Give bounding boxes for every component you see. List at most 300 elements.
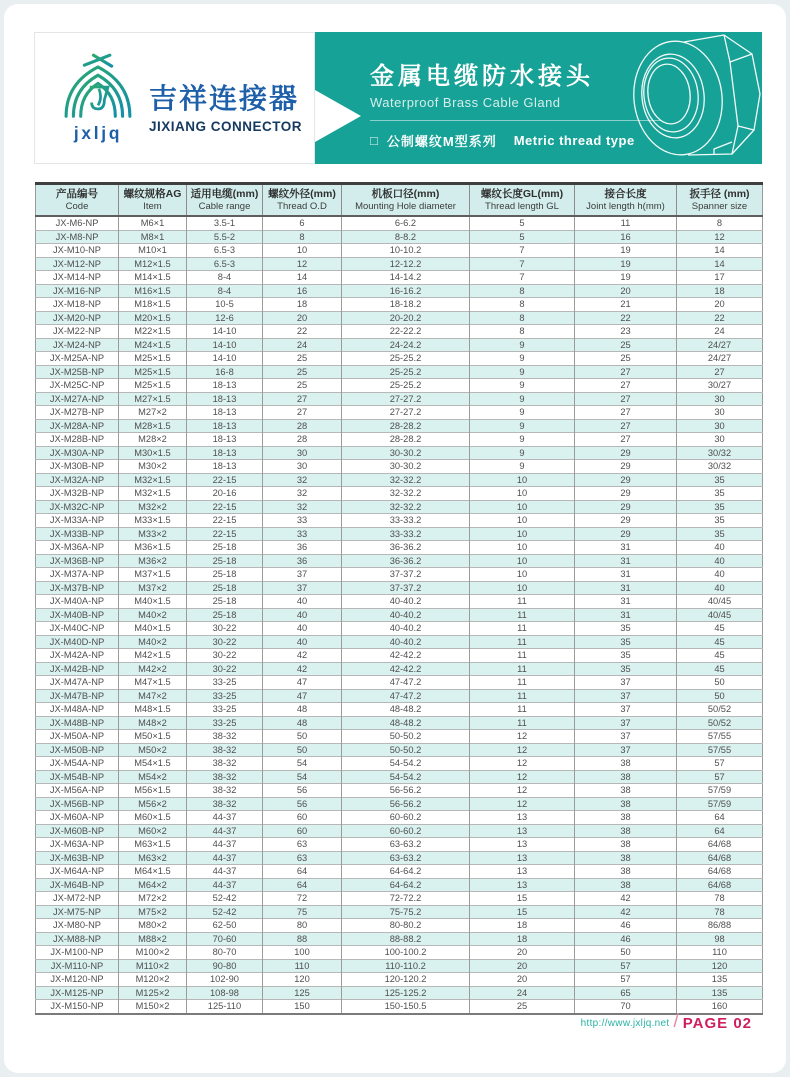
cell-code: JX-M110-NP (36, 959, 119, 973)
cell-item: M28×1.5 (119, 419, 187, 433)
cell-thread-length: 11 (470, 622, 575, 636)
cell-spanner-size: 18 (677, 284, 763, 298)
cell-item: M30×1.5 (119, 446, 187, 460)
cell-joint-length: 29 (575, 500, 677, 514)
cell-thread-length: 8 (470, 298, 575, 312)
column-header-en: Thread length GL (485, 201, 559, 212)
table-row (36, 311, 763, 325)
cell-item: M10×1 (119, 244, 187, 258)
cell-spanner-size: 160 (677, 1000, 763, 1014)
cell-item: M36×2 (119, 554, 187, 568)
cell-spanner-size: 57/59 (677, 797, 763, 811)
cell-joint-length: 38 (575, 865, 677, 879)
table-row (36, 446, 763, 460)
cell-joint-length: 38 (575, 824, 677, 838)
table-row (36, 595, 763, 609)
cell-joint-length: 35 (575, 622, 677, 636)
cell-mounting-hole: 16-16.2 (342, 284, 470, 298)
cell-code: JX-M100-NP (36, 946, 119, 960)
table-row (36, 649, 763, 663)
cell-mounting-hole: 150-150.5 (342, 1000, 470, 1014)
cell-item: M32×1.5 (119, 473, 187, 487)
cell-thread-length: 7 (470, 271, 575, 285)
cell-thread-od: 63 (263, 851, 342, 865)
cell-thread-length: 11 (470, 676, 575, 690)
cell-code: JX-M54A-NP (36, 757, 119, 771)
table-row (36, 757, 763, 771)
cell-mounting-hole: 60-60.2 (342, 824, 470, 838)
column-header-en: Code (65, 201, 89, 212)
cell-thread-od: 125 (263, 986, 342, 1000)
cell-code: JX-M14-NP (36, 271, 119, 285)
cell-mounting-hole: 30-30.2 (342, 446, 470, 460)
table-row (36, 608, 763, 622)
table-row (36, 824, 763, 838)
table-row (36, 338, 763, 352)
cell-code: JX-M64B-NP (36, 878, 119, 892)
footer-slash-divider: / (673, 1011, 679, 1032)
cell-code: JX-M32A-NP (36, 473, 119, 487)
table-row (36, 473, 763, 487)
cell-code: JX-M32C-NP (36, 500, 119, 514)
cell-spanner-size: 50 (677, 689, 763, 703)
cell-mounting-hole: 20-20.2 (342, 311, 470, 325)
cell-joint-length: 21 (575, 298, 677, 312)
cell-spanner-size: 40 (677, 554, 763, 568)
cell-cable-range: 14-10 (187, 338, 263, 352)
table-row (36, 487, 763, 501)
table-row (36, 851, 763, 865)
cell-thread-length: 13 (470, 865, 575, 879)
cell-thread-od: 27 (263, 392, 342, 406)
cell-code: JX-M25C-NP (36, 379, 119, 393)
series-label-cn: 公制螺纹M型系列 (386, 134, 497, 149)
cell-mounting-hole: 56-56.2 (342, 797, 470, 811)
cell-joint-length: 31 (575, 608, 677, 622)
company-name-en: JIXIANG CONNECTOR (149, 118, 303, 134)
cell-thread-length: 20 (470, 959, 575, 973)
cell-code: JX-M40A-NP (36, 595, 119, 609)
cell-cable-range: 38-32 (187, 757, 263, 771)
cell-thread-od: 88 (263, 932, 342, 946)
cell-mounting-hole: 42-42.2 (342, 649, 470, 663)
cell-code: JX-M63B-NP (36, 851, 119, 865)
cell-cable-range: 125-110 (187, 1000, 263, 1014)
cell-thread-length: 12 (470, 757, 575, 771)
cell-code: JX-M80-NP (36, 919, 119, 933)
cell-mounting-hole: 48-48.2 (342, 703, 470, 717)
cell-cable-range: 14-10 (187, 352, 263, 366)
cell-code: JX-M56A-NP (36, 784, 119, 798)
cell-spanner-size: 57/55 (677, 743, 763, 757)
cell-mounting-hole: 63-63.2 (342, 851, 470, 865)
cell-thread-length: 12 (470, 784, 575, 798)
cell-cable-range: 52-42 (187, 892, 263, 906)
cell-mounting-hole: 54-54.2 (342, 770, 470, 784)
cell-cable-range: 25-18 (187, 608, 263, 622)
cell-joint-length: 23 (575, 325, 677, 339)
cell-mounting-hole: 120-120.2 (342, 973, 470, 987)
cell-item: M40×1.5 (119, 622, 187, 636)
cell-item: M48×2 (119, 716, 187, 730)
cell-cable-range: 90-80 (187, 959, 263, 973)
cell-spanner-size: 40/45 (677, 595, 763, 609)
cell-code: JX-M60B-NP (36, 824, 119, 838)
cell-thread-od: 32 (263, 487, 342, 501)
table-row (36, 419, 763, 433)
cell-mounting-hole: 32-32.2 (342, 487, 470, 501)
table-row (36, 635, 763, 649)
cell-cable-range: 18-13 (187, 379, 263, 393)
cell-joint-length: 35 (575, 649, 677, 663)
cell-thread-od: 28 (263, 419, 342, 433)
cell-cable-range: 8-4 (187, 271, 263, 285)
cell-thread-od: 27 (263, 406, 342, 420)
cell-code: JX-M33B-NP (36, 527, 119, 541)
cell-cable-range: 30-22 (187, 662, 263, 676)
cell-joint-length: 29 (575, 446, 677, 460)
cell-spanner-size: 64 (677, 811, 763, 825)
cell-mounting-hole: 64-64.2 (342, 865, 470, 879)
cell-cable-range: 44-37 (187, 878, 263, 892)
cell-joint-length: 70 (575, 1000, 677, 1014)
cell-thread-od: 10 (263, 244, 342, 258)
cell-code: JX-M16-NP (36, 284, 119, 298)
cell-spanner-size: 57 (677, 770, 763, 784)
cell-thread-length: 10 (470, 568, 575, 582)
cell-spanner-size: 64 (677, 824, 763, 838)
cell-item: M110×2 (119, 959, 187, 973)
spec-table (35, 182, 763, 1015)
table-row (36, 716, 763, 730)
cell-spanner-size: 64/68 (677, 838, 763, 852)
cell-thread-od: 50 (263, 730, 342, 744)
column-header (263, 184, 342, 217)
cell-code: JX-M63A-NP (36, 838, 119, 852)
cell-spanner-size: 17 (677, 271, 763, 285)
cell-code: JX-M72-NP (36, 892, 119, 906)
cell-mounting-hole: 50-50.2 (342, 743, 470, 757)
cell-item: M37×2 (119, 581, 187, 595)
cell-item: M47×1.5 (119, 676, 187, 690)
cell-thread-od: 48 (263, 716, 342, 730)
table-row (36, 730, 763, 744)
cell-cable-range: 3.5-1 (187, 216, 263, 230)
cell-cable-range: 8-4 (187, 284, 263, 298)
cell-cable-range: 22-15 (187, 500, 263, 514)
cell-code: JX-M10-NP (36, 244, 119, 258)
cell-thread-od: 72 (263, 892, 342, 906)
cell-spanner-size: 40 (677, 568, 763, 582)
cell-code: JX-M18-NP (36, 298, 119, 312)
table-row (36, 460, 763, 474)
table-row (36, 946, 763, 960)
cell-thread-length: 10 (470, 541, 575, 555)
cell-joint-length: 27 (575, 419, 677, 433)
cell-code: JX-M48B-NP (36, 716, 119, 730)
column-header (470, 184, 575, 217)
cell-cable-range: 25-18 (187, 568, 263, 582)
cell-spanner-size: 78 (677, 905, 763, 919)
cell-thread-length: 7 (470, 257, 575, 271)
cell-cable-range: 80-70 (187, 946, 263, 960)
cell-cable-range: 44-37 (187, 838, 263, 852)
cell-item: M36×1.5 (119, 541, 187, 555)
cell-spanner-size: 30 (677, 433, 763, 447)
cell-spanner-size: 22 (677, 311, 763, 325)
column-header (187, 184, 263, 217)
cell-mounting-hole: 25-25.2 (342, 352, 470, 366)
cell-spanner-size: 40/45 (677, 608, 763, 622)
cell-thread-length: 7 (470, 244, 575, 258)
cell-cable-range: 22-15 (187, 473, 263, 487)
cell-thread-length: 13 (470, 811, 575, 825)
cell-mounting-hole: 12-12.2 (342, 257, 470, 271)
cell-code: JX-M60A-NP (36, 811, 119, 825)
cell-item: M72×2 (119, 892, 187, 906)
cell-thread-length: 5 (470, 230, 575, 244)
column-header-cn: 适用电缆(mm) (190, 188, 259, 200)
cell-item: M22×1.5 (119, 325, 187, 339)
cell-joint-length: 31 (575, 554, 677, 568)
table-row (36, 230, 763, 244)
cell-code: JX-M75-NP (36, 905, 119, 919)
table-header (36, 184, 763, 217)
cell-spanner-size: 12 (677, 230, 763, 244)
cell-cable-range: 38-32 (187, 743, 263, 757)
cell-thread-length: 12 (470, 730, 575, 744)
cell-thread-od: 47 (263, 689, 342, 703)
cell-cable-range: 108-98 (187, 986, 263, 1000)
cell-code: JX-M50A-NP (36, 730, 119, 744)
cell-mounting-hole: 28-28.2 (342, 433, 470, 447)
cell-joint-length: 19 (575, 244, 677, 258)
cell-mounting-hole: 10-10.2 (342, 244, 470, 258)
cell-joint-length: 50 (575, 946, 677, 960)
cell-spanner-size: 57 (677, 757, 763, 771)
column-header-en: Thread O.D (277, 201, 327, 212)
cell-code: JX-M40D-NP (36, 635, 119, 649)
cell-code: JX-M37B-NP (36, 581, 119, 595)
cell-thread-od: 32 (263, 500, 342, 514)
cell-joint-length: 29 (575, 460, 677, 474)
cell-thread-length: 11 (470, 595, 575, 609)
cell-joint-length: 19 (575, 257, 677, 271)
cell-item: M54×2 (119, 770, 187, 784)
cell-cable-range: 33-25 (187, 716, 263, 730)
cell-code: JX-M25B-NP (36, 365, 119, 379)
company-name-cn: 吉祥连接器 (149, 82, 300, 114)
cell-thread-length: 11 (470, 662, 575, 676)
cell-item: M18×1.5 (119, 298, 187, 312)
cell-spanner-size: 50/52 (677, 703, 763, 717)
cell-thread-length: 12 (470, 770, 575, 784)
cell-thread-length: 9 (470, 352, 575, 366)
cell-cable-range: 38-32 (187, 784, 263, 798)
cell-mounting-hole: 6-6.2 (342, 216, 470, 230)
page-footer (581, 1012, 752, 1034)
cell-thread-od: 37 (263, 581, 342, 595)
table-row (36, 622, 763, 636)
cell-joint-length: 42 (575, 905, 677, 919)
cell-spanner-size: 35 (677, 500, 763, 514)
cell-code: JX-M27A-NP (36, 392, 119, 406)
cell-item: M40×2 (119, 608, 187, 622)
cell-code: JX-M30A-NP (36, 446, 119, 460)
cell-spanner-size: 64/68 (677, 878, 763, 892)
cell-cable-range: 18-13 (187, 446, 263, 460)
cell-item: M64×1.5 (119, 865, 187, 879)
cell-cable-range: 6.5-3 (187, 244, 263, 258)
cell-mounting-hole: 14-14.2 (342, 271, 470, 285)
cell-item: M63×1.5 (119, 838, 187, 852)
table-row (36, 271, 763, 285)
cell-joint-length: 27 (575, 433, 677, 447)
cell-spanner-size: 45 (677, 622, 763, 636)
cell-cable-range: 30-22 (187, 622, 263, 636)
cell-joint-length: 38 (575, 838, 677, 852)
cell-code: JX-M40B-NP (36, 608, 119, 622)
cell-code: JX-M150-NP (36, 1000, 119, 1014)
column-header-cn: 接合长度 (604, 188, 647, 200)
cell-joint-length: 37 (575, 703, 677, 717)
cell-cable-range: 38-32 (187, 797, 263, 811)
cell-cable-range: 33-25 (187, 689, 263, 703)
cell-item: M25×1.5 (119, 379, 187, 393)
cell-thread-od: 6 (263, 216, 342, 230)
cell-mounting-hole: 36-36.2 (342, 541, 470, 555)
table-row (36, 541, 763, 555)
cell-item: M50×1.5 (119, 730, 187, 744)
cell-cable-range: 70-60 (187, 932, 263, 946)
cell-cable-range: 18-13 (187, 419, 263, 433)
table-row (36, 216, 763, 230)
column-header (342, 184, 470, 217)
cell-item: M37×1.5 (119, 568, 187, 582)
cell-mounting-hole: 28-28.2 (342, 419, 470, 433)
cell-cable-range: 25-18 (187, 541, 263, 555)
cell-code: JX-M33A-NP (36, 514, 119, 528)
cell-cable-range: 14-10 (187, 325, 263, 339)
cell-thread-od: 12 (263, 257, 342, 271)
table-row (36, 554, 763, 568)
cell-cable-range: 38-32 (187, 730, 263, 744)
cell-code: JX-M36A-NP (36, 541, 119, 555)
cell-thread-length: 15 (470, 905, 575, 919)
cell-thread-od: 40 (263, 608, 342, 622)
cell-spanner-size: 35 (677, 514, 763, 528)
cell-spanner-size: 64/68 (677, 865, 763, 879)
cell-item: M60×2 (119, 824, 187, 838)
table-row (36, 284, 763, 298)
cell-thread-length: 5 (470, 216, 575, 230)
cell-spanner-size: 30 (677, 419, 763, 433)
table-row (36, 784, 763, 798)
column-header-cn: 扳手径 (mm) (689, 188, 750, 200)
cell-thread-od: 22 (263, 325, 342, 339)
cell-thread-od: 60 (263, 811, 342, 825)
cell-item: M56×1.5 (119, 784, 187, 798)
cell-spanner-size: 8 (677, 216, 763, 230)
column-header (677, 184, 763, 217)
column-header-cn: 产品编号 (56, 188, 98, 200)
table-row (36, 298, 763, 312)
cell-code: JX-M37A-NP (36, 568, 119, 582)
column-header-en: Joint length h(mm) (586, 201, 665, 212)
cell-cable-range: 44-37 (187, 824, 263, 838)
cell-cable-range: 30-22 (187, 649, 263, 663)
cell-cable-range: 38-32 (187, 770, 263, 784)
cell-thread-od: 63 (263, 838, 342, 852)
cell-mounting-hole: 36-36.2 (342, 554, 470, 568)
cell-item: M12×1.5 (119, 257, 187, 271)
table-row (36, 703, 763, 717)
cell-thread-od: 20 (263, 311, 342, 325)
cell-mounting-hole: 33-33.2 (342, 527, 470, 541)
column-header (119, 184, 187, 217)
column-header-en: Spanner size (691, 201, 748, 212)
cell-mounting-hole: 125-125.2 (342, 986, 470, 1000)
table-row (36, 433, 763, 447)
cell-item: M27×2 (119, 406, 187, 420)
cell-joint-length: 42 (575, 892, 677, 906)
cell-code: JX-M24-NP (36, 338, 119, 352)
cell-code: JX-M125-NP (36, 986, 119, 1000)
table-body (36, 216, 763, 1014)
cell-thread-length: 9 (470, 433, 575, 447)
cell-cable-range: 22-15 (187, 514, 263, 528)
cell-joint-length: 31 (575, 581, 677, 595)
cell-cable-range: 16-8 (187, 365, 263, 379)
cell-code: JX-M28A-NP (36, 419, 119, 433)
cell-cable-range: 102-90 (187, 973, 263, 987)
cell-mounting-hole: 40-40.2 (342, 608, 470, 622)
cell-item: M6×1 (119, 216, 187, 230)
cell-spanner-size: 24/27 (677, 338, 763, 352)
cell-thread-length: 20 (470, 946, 575, 960)
cell-joint-length: 37 (575, 730, 677, 744)
cell-item: M150×2 (119, 1000, 187, 1014)
cell-joint-length: 27 (575, 406, 677, 420)
cell-item: M56×2 (119, 797, 187, 811)
logo-panel (34, 32, 315, 164)
cell-item: M47×2 (119, 689, 187, 703)
cell-thread-length: 9 (470, 460, 575, 474)
cell-item: M42×2 (119, 662, 187, 676)
cell-item: M48×1.5 (119, 703, 187, 717)
cell-thread-length: 10 (470, 554, 575, 568)
cell-thread-length: 10 (470, 581, 575, 595)
cell-thread-od: 8 (263, 230, 342, 244)
cell-thread-od: 80 (263, 919, 342, 933)
cell-item: M120×2 (119, 973, 187, 987)
cell-spanner-size: 30/27 (677, 379, 763, 393)
cell-mounting-hole: 27-27.2 (342, 406, 470, 420)
cell-cable-range: 10-5 (187, 298, 263, 312)
cell-thread-od: 40 (263, 595, 342, 609)
cell-mounting-hole: 47-47.2 (342, 689, 470, 703)
table-row (36, 676, 763, 690)
column-header-cn: 机板口径(mm) (371, 188, 440, 200)
cell-spanner-size: 30/32 (677, 460, 763, 474)
cell-joint-length: 31 (575, 595, 677, 609)
cell-mounting-hole: 40-40.2 (342, 622, 470, 636)
cell-cable-range: 25-18 (187, 581, 263, 595)
cell-spanner-size: 57/55 (677, 730, 763, 744)
table-row (36, 527, 763, 541)
cell-spanner-size: 24 (677, 325, 763, 339)
cell-item: M25×1.5 (119, 352, 187, 366)
